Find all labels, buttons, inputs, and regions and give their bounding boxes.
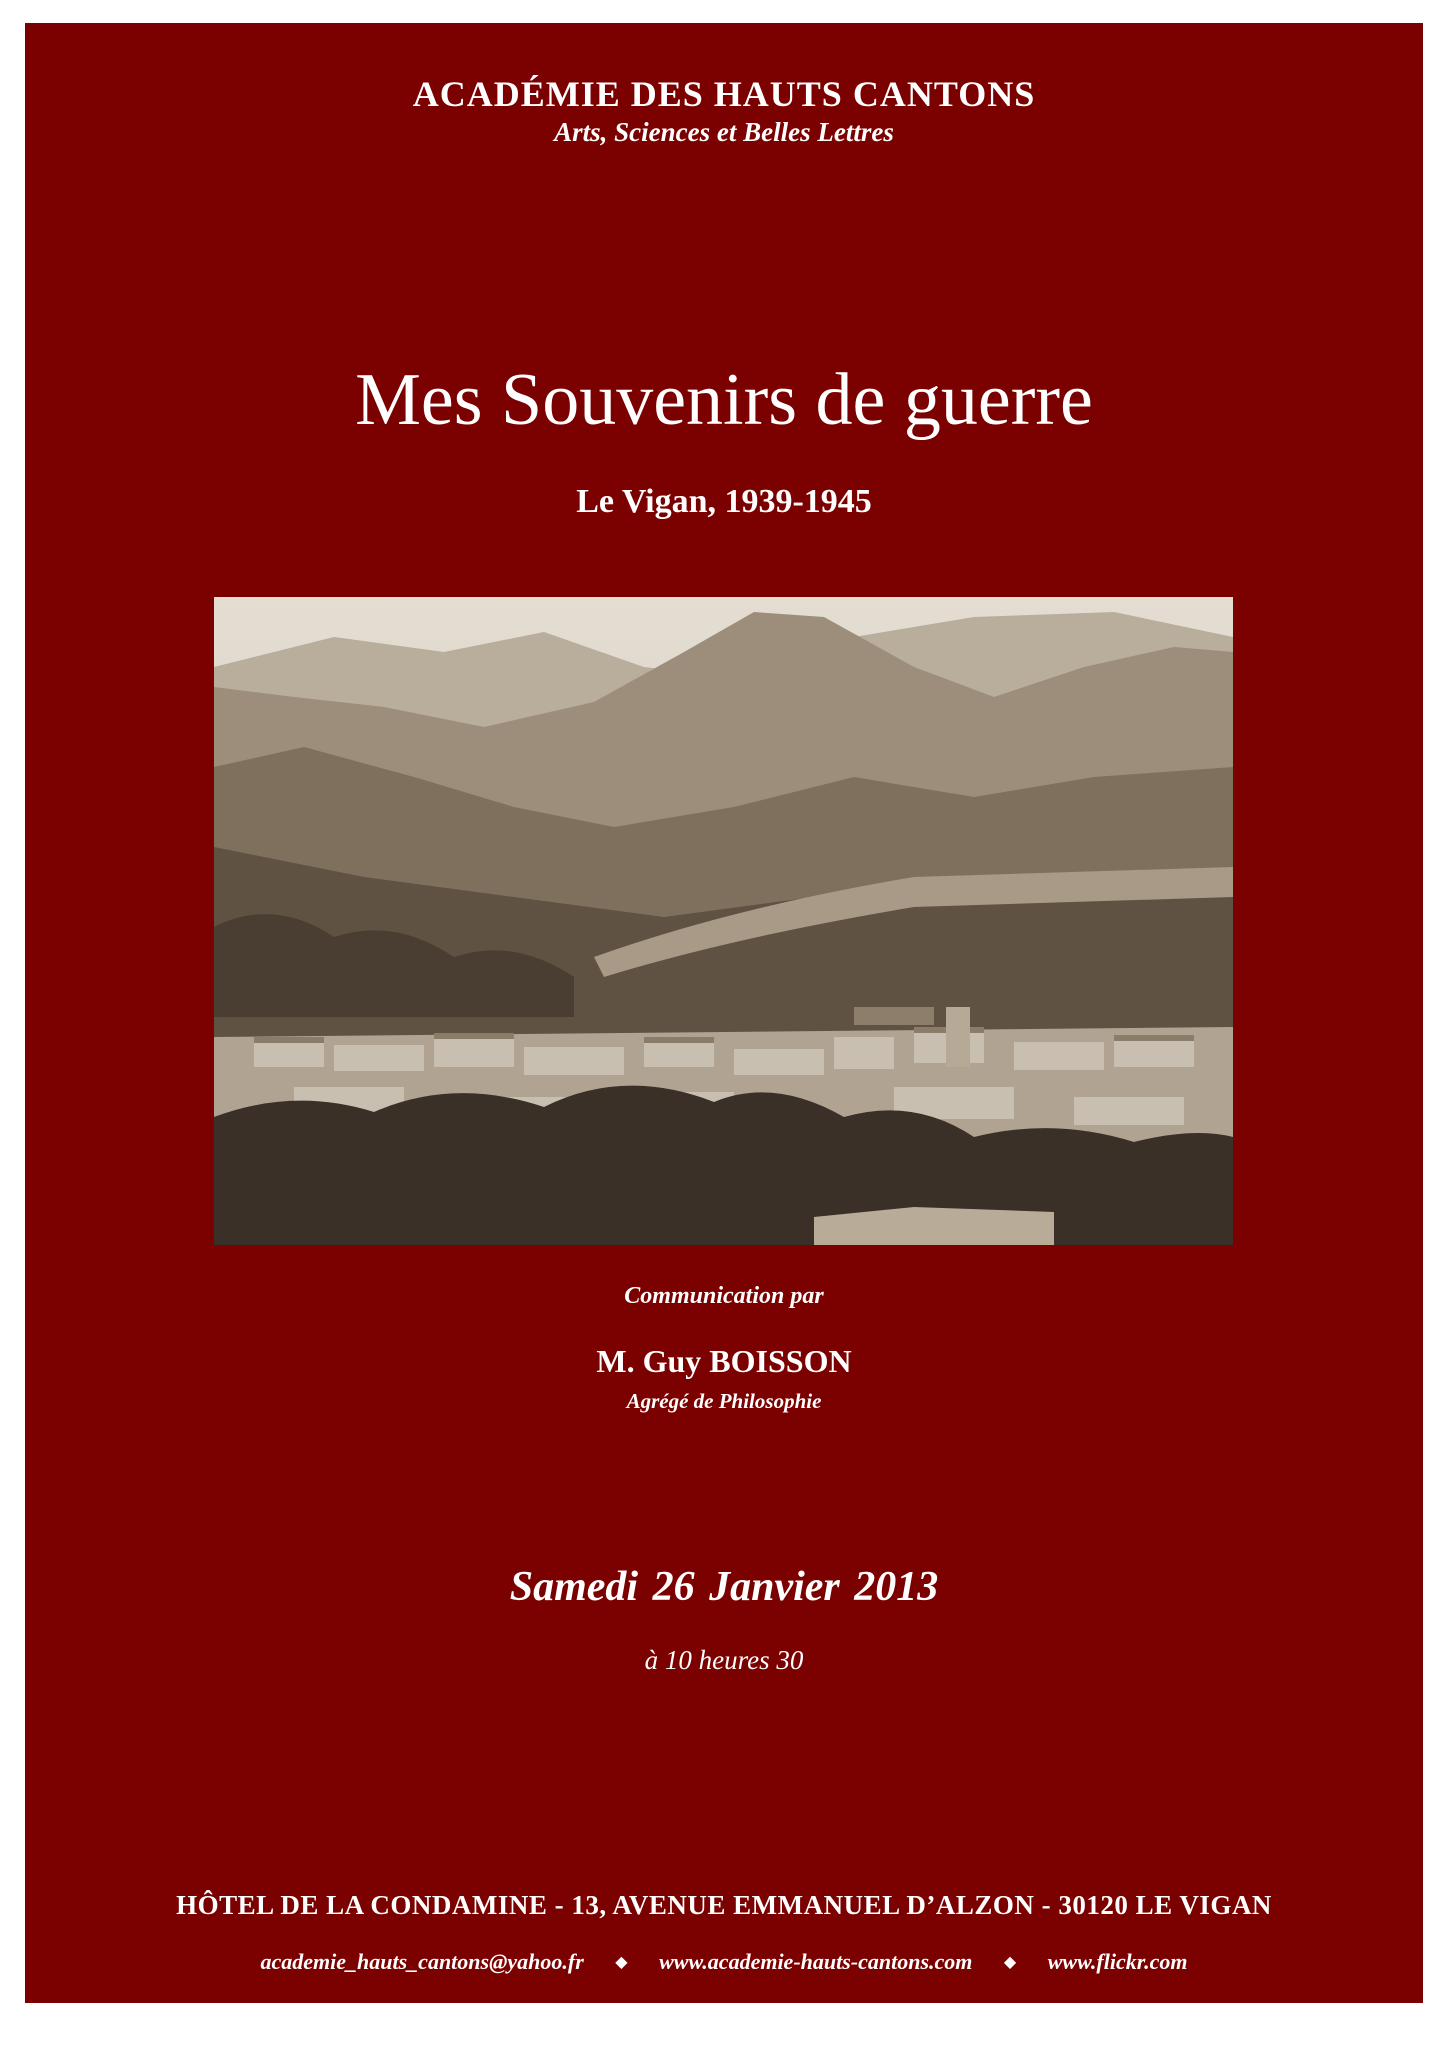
org-name-text: ACADÉMIE DES HAUTS CANTONS <box>412 74 1036 114</box>
venue-address: HÔTEL DE LA CONDAMINE - 13, AVENUE EMMANUEL D’ALZON - 30120 LE VIGAN <box>176 1890 1272 1920</box>
communication-label: Communication par <box>624 1283 824 1309</box>
event-subtitle: Le Vigan, 1939-1945 <box>576 483 872 520</box>
speaker-title: Agrégé de Philosophie <box>626 1389 822 1413</box>
org-subtitle: Arts, Sciences et Belles Lettres <box>554 117 894 147</box>
flickr-link[interactable]: www.flickr.com <box>1047 1949 1188 1974</box>
org-name <box>25 73 1423 115</box>
town-landscape-photo <box>214 597 1233 1245</box>
speaker-name: M. Guy BOISSON <box>596 1343 852 1379</box>
website-link[interactable]: www.academie-hauts-cantons.com <box>659 1949 973 1974</box>
event-time: à 10 heures 30 <box>644 1645 804 1675</box>
email-link[interactable]: academie_hauts_cantons@yahoo.fr <box>260 1949 584 1974</box>
event-date: Samedi 26 Janvier 2013 <box>509 1564 939 1610</box>
contact-line <box>25 1949 1423 1975</box>
event-title: Mes Souvenirs de guerre <box>355 359 1093 441</box>
poster-panel <box>25 23 1423 2003</box>
diamond-icon: ◆ <box>1003 1954 1017 1971</box>
diamond-icon: ◆ <box>615 1954 628 1971</box>
town-landscape-illustration <box>214 597 1233 1245</box>
